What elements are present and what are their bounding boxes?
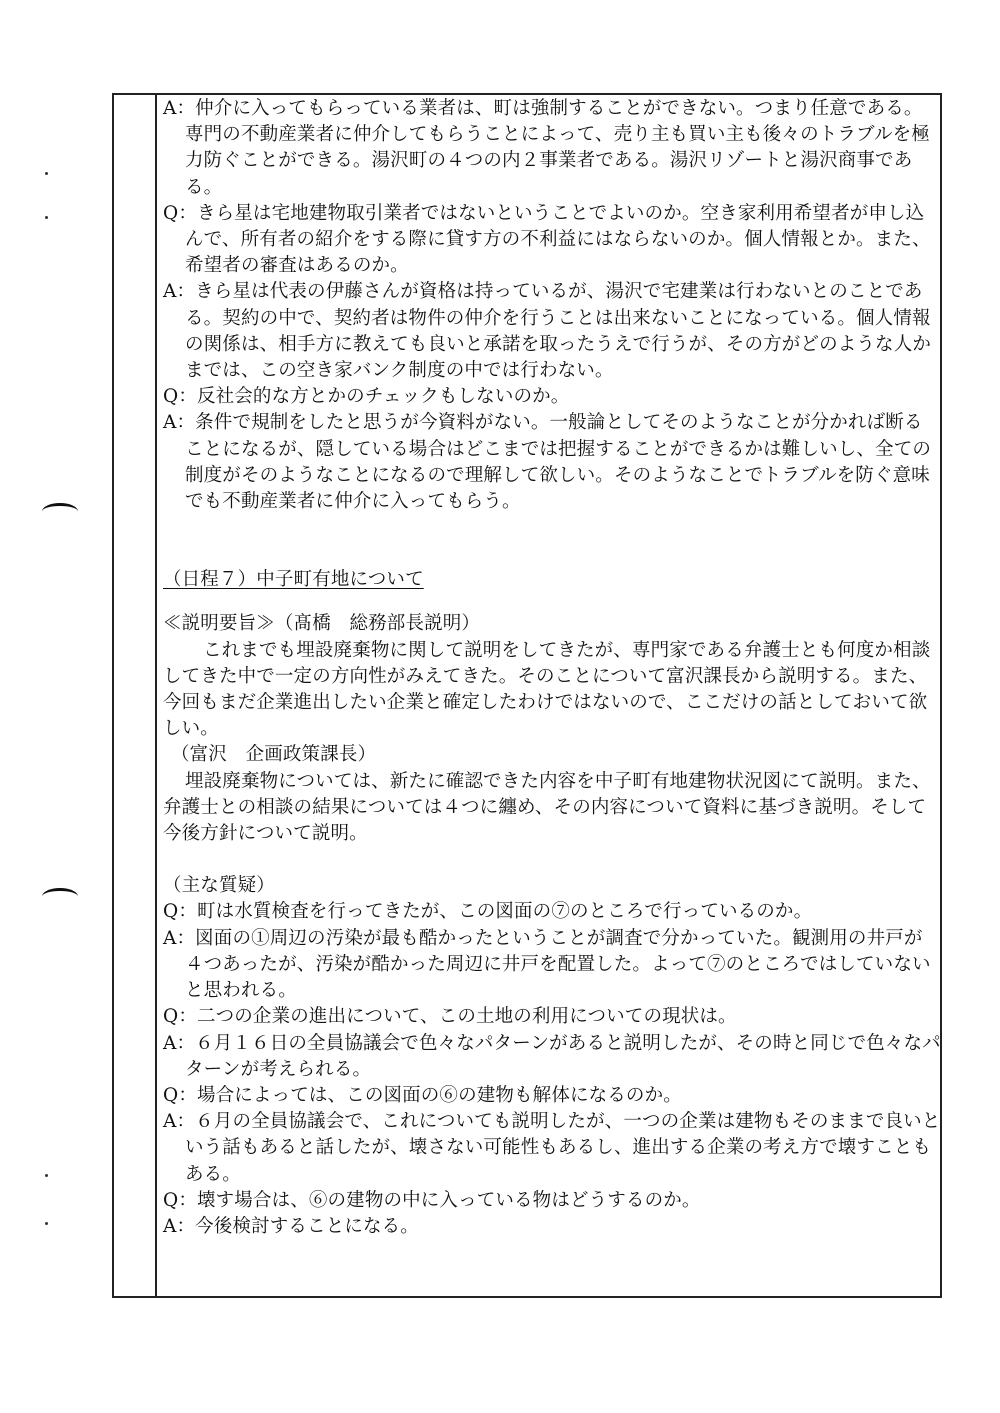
question-entry: Q：反社会的な方とかのチェックもしないのか。 (163, 386, 570, 408)
question-entry: Q：壊す場合は、⑥の建物の中に入っている物はどうするのか。 (163, 1189, 701, 1211)
sub-speaker-label: （富沢 企画政策課長） (171, 744, 377, 766)
question-entry: Q：町は水質検査を行ってきたが、この図面の⑦のところで行っているのか。 (163, 901, 813, 923)
answer-entry: A：今後検討することになる。 (163, 1215, 419, 1237)
sub-speaker-text: 埋設廃棄物については、新たに確認できた内容を中子町有地建物状況図にて説明。また、弁護士との相談の結果については４つに纏め、その内容について資料に基づき説明。そして今後方針について説明。 (163, 770, 931, 845)
punch-hole-mark-lower (42, 888, 78, 905)
answer-entry: A：きら星は代表の伊藤さんが資格は持っているが、湯沢で宅建業は行わないとのことである。契約の中で、契約者は物件の仲介を行うことは出来ないことになっている。個人情報の関係は、相手方に教えても良いと承諾を取ったうえで行うが、その方がどのような人かまでは、この空き家バンク制度の中では行わない。 (163, 281, 932, 382)
column-divider (155, 95, 157, 1296)
answer-entry: A：６月１６日の全員協議会で色々なパターンがあると説明したが、その時と同じで色々なパターンが考えられる。 (163, 1032, 941, 1080)
summary-label: ≪説明要旨≫（髙橋 総務部長説明） (163, 613, 481, 635)
speck (45, 1174, 48, 1177)
answer-entry: A：６月の全員協議会で、これについても説明したが、一つの企業は建物もそのままで良いという話もあると話したが、壊さない可能性もあるし、進出する企業の考え方で壊すこともある。 (163, 1111, 941, 1185)
speck (45, 1222, 48, 1225)
question-entry: Q：場合によっては、この図面の⑥の建物も解体になるのか。 (163, 1084, 682, 1106)
answer-entry: A：条件で規制をしたと思うが今資料がない。一般論としてそのようなことが分かれば断ることになるが、隠している場合はどこまでは把握することができるかは難しいし、全ての制度がそのようなことになるので理解して欲しい。そのようなことでトラブルを防ぐ意味でも不動産業者に仲介に入ってもらう。 (163, 412, 932, 513)
question-entry: Q：きら星は宅地建物取引業者ではないということでよいのか。空き家利用希望者が申し込んで、所有者の紹介をする際に貸す方の不利益にはならないのか。個人情報とか。また、希望者の審査はあるのか。 (163, 202, 931, 277)
qa-label: （主な質疑） (163, 875, 275, 897)
punch-hole-mark-upper (42, 503, 78, 520)
answer-entry: A：仲介に入ってもらっている業者は、町は強制することができない。つまり任意である。専門の不動産業者に仲介してもらうことによって、売り主も買い主も後々のトラブルを極力防ぐことができる。湯沢町の４つの内２事業者である。湯沢リゾートと湯沢商事である。 (163, 98, 930, 198)
answer-entry: A：図面の①周辺の汚染が最も酷かったということが調査で分かっていた。観測用の井戸が４つあったが、汚染が酷かった周辺に井戸を配置した。よって⑦のところではしていないと思われる。 (163, 927, 931, 1002)
speck (45, 172, 48, 175)
summary-text: これまでも埋設廃棄物に関して説明をしてきたが、専門家である弁護士とも何度か相談してきた中で一定の方向性がみえてきた。そのことについて富沢課長から説明する。また、今回もまだ企業進出したい企業と確定したわけではないので、ここだけの話としておいて欲しい。 (163, 639, 931, 740)
question-entry: Q：二つの企業の進出について、この土地の利用についての現状は。 (163, 1006, 737, 1028)
speck (45, 216, 48, 219)
minutes-content (163, 96, 941, 1240)
section-heading: （日程７）中子町有地について (163, 569, 424, 591)
